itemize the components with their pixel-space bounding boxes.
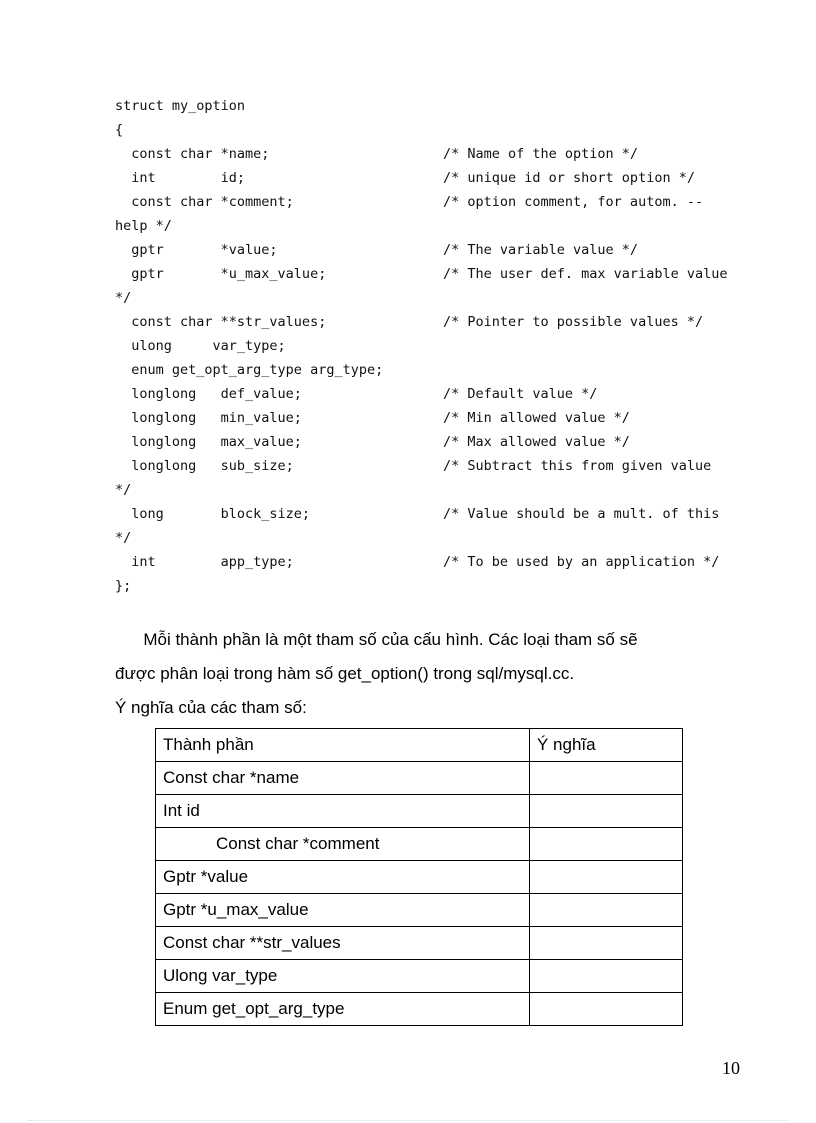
code-declaration: const char **str_values; xyxy=(115,314,327,330)
code-comment: /* unique id or short option */ xyxy=(443,170,695,186)
table-row xyxy=(156,828,683,861)
table-row xyxy=(156,960,683,993)
code-line xyxy=(115,430,755,454)
table-cell-component: Const char *name xyxy=(156,762,530,795)
code-comment: /* Name of the option */ xyxy=(443,146,639,162)
code-block xyxy=(115,94,755,598)
footer-divider xyxy=(28,1120,788,1121)
table-header-meaning: Ý nghĩa xyxy=(530,729,683,762)
code-declaration: const char *comment; xyxy=(115,194,294,210)
code-comment: /* Default value */ xyxy=(443,386,598,402)
table-cell-component: Ulong var_type xyxy=(156,960,530,993)
code-comment: /* The variable value */ xyxy=(443,242,639,258)
code-comment: /* Max allowed value */ xyxy=(443,434,630,450)
parameter-table xyxy=(155,728,683,1026)
table-row xyxy=(156,795,683,828)
table-cell-meaning xyxy=(530,762,683,795)
table-header-component: Thành phần xyxy=(156,729,530,762)
code-line xyxy=(115,94,755,118)
code-line xyxy=(115,502,755,526)
code-line xyxy=(115,310,755,334)
code-line xyxy=(115,526,755,550)
code-line xyxy=(115,142,755,166)
code-comment: /* To be used by an application */ xyxy=(443,554,720,570)
code-line xyxy=(115,406,755,430)
code-line xyxy=(115,574,755,598)
code-declaration: int app_type; xyxy=(115,554,294,570)
table-cell-meaning xyxy=(530,894,683,927)
table-header-row xyxy=(156,729,683,762)
code-declaration: longlong max_value; xyxy=(115,434,302,450)
table-row xyxy=(156,993,683,1026)
table-row xyxy=(156,894,683,927)
code-line xyxy=(115,286,755,310)
code-line xyxy=(115,190,755,214)
code-declaration: gptr *u_max_value; xyxy=(115,266,327,282)
page-number: 10 xyxy=(722,1058,740,1078)
code-line xyxy=(115,238,755,262)
code-declaration: }; xyxy=(115,578,132,594)
code-line xyxy=(115,214,755,238)
code-comment: /* Value should be a mult. of this xyxy=(443,506,720,522)
code-line xyxy=(115,454,755,478)
code-declaration: { xyxy=(115,122,124,138)
description-paragraph-line-2: được phân loại trong hàm số get_option() trong sql/mysql.cc. xyxy=(115,664,575,683)
table-cell-component: Gptr *value xyxy=(156,861,530,894)
description-paragraph-line-1: Mỗi thành phần là một tham số của cấu hình. Các loại tham số sẽ xyxy=(115,630,638,649)
code-line xyxy=(115,262,755,286)
code-comment: /* The user def. max variable value xyxy=(443,266,728,282)
code-line xyxy=(115,382,755,406)
table-cell-component: Const char *comment xyxy=(156,828,530,861)
code-line xyxy=(115,118,755,142)
code-declaration: struct my_option xyxy=(115,98,246,114)
table-row xyxy=(156,762,683,795)
code-declaration: long block_size; xyxy=(115,506,311,522)
code-declaration: */ xyxy=(115,482,132,498)
table-cell-meaning xyxy=(530,795,683,828)
code-declaration: enum get_opt_arg_type arg_type; xyxy=(115,362,384,378)
code-declaration: longlong def_value; xyxy=(115,386,302,402)
table-cell-meaning xyxy=(530,993,683,1026)
code-declaration: help */ xyxy=(115,218,172,234)
table-cell-meaning xyxy=(530,960,683,993)
code-comment: /* Min allowed value */ xyxy=(443,410,630,426)
table-row xyxy=(156,861,683,894)
code-declaration: const char *name; xyxy=(115,146,270,162)
table-cell-component: Gptr *u_max_value xyxy=(156,894,530,927)
table-cell-component: Int id xyxy=(156,795,530,828)
code-declaration: */ xyxy=(115,530,132,546)
code-comment: /* Subtract this from given value xyxy=(443,458,712,474)
table-cell-meaning xyxy=(530,828,683,861)
table-cell-meaning xyxy=(530,861,683,894)
code-line xyxy=(115,166,755,190)
table-cell-component: Enum get_opt_arg_type xyxy=(156,993,530,1026)
table-cell-component: Const char **str_values xyxy=(156,927,530,960)
code-declaration: longlong min_value; xyxy=(115,410,302,426)
code-declaration: longlong sub_size; xyxy=(115,458,294,474)
code-line xyxy=(115,358,755,382)
code-comment: /* option comment, for autom. -- xyxy=(443,194,704,210)
code-line xyxy=(115,478,755,502)
code-comment: /* Pointer to possible values */ xyxy=(443,314,704,330)
code-declaration: gptr *value; xyxy=(115,242,278,258)
table-row xyxy=(156,927,683,960)
code-line xyxy=(115,550,755,574)
code-declaration: int id; xyxy=(115,170,246,186)
code-declaration: ulong var_type; xyxy=(115,338,286,354)
code-line xyxy=(115,334,755,358)
meaning-heading: Ý nghĩa của các tham số: xyxy=(115,698,307,717)
table-cell-meaning xyxy=(530,927,683,960)
code-declaration: */ xyxy=(115,290,132,306)
